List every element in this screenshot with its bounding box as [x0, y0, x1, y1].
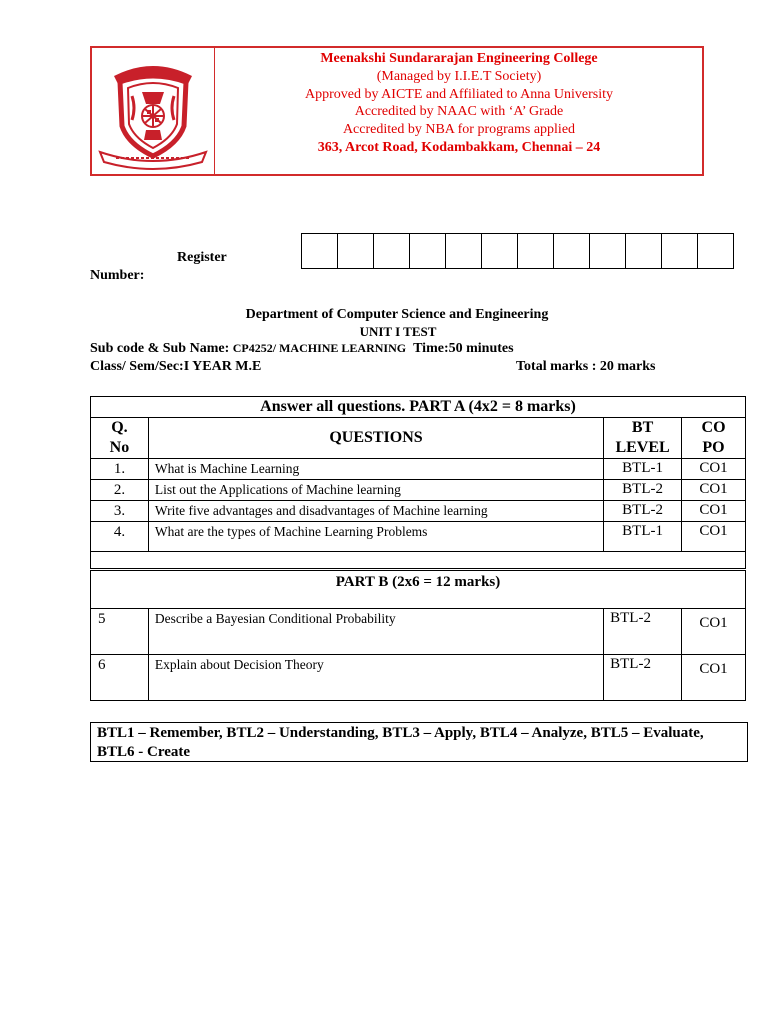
approval-text: Approved by AICTE and Affiliated to Anna University — [304, 86, 614, 102]
college-address: 363, Arcot Road, Kodambakkam, Chennai – 24 — [317, 139, 601, 155]
bt-level-header — [604, 418, 682, 459]
subject-label: Sub code & Sub Name: — [90, 341, 233, 356]
bt-level-legend: BTL1 – Remember, BTL2 – Understanding, BTL3 – Apply, BTL4 – Analyze, BTL5 – Evaluate, BTL6 - Create — [90, 722, 748, 762]
register-digit-box[interactable] — [625, 233, 662, 269]
register-digit-box[interactable] — [517, 233, 554, 269]
table-row — [91, 501, 746, 522]
table-row — [91, 459, 746, 480]
question-text: Explain about Decision Theory — [148, 655, 603, 701]
class-line: Class/ Sem/Sec:I YEAR M.E — [90, 359, 262, 374]
bt-level: BTL-1 — [604, 522, 682, 552]
co-value: CO1 — [682, 609, 746, 655]
table-row — [91, 480, 746, 501]
unit-title: UNIT I TEST — [359, 324, 437, 339]
qno-header-line1: Q. — [111, 419, 128, 436]
register-digit-box[interactable] — [301, 233, 338, 269]
register-digit-box[interactable] — [481, 233, 518, 269]
managed-by: (Managed by I.I.E.T Society) — [376, 68, 542, 84]
co-header-line1: CO — [701, 419, 726, 436]
part-b-table — [90, 570, 746, 701]
register-number-label: Number: — [90, 268, 145, 283]
register-digit-box[interactable] — [589, 233, 626, 269]
bt-header-line2: LEVEL — [615, 439, 670, 456]
part-b-title: PART B (2x6 = 12 marks) — [91, 571, 746, 609]
question-text: What is Machine Learning — [148, 459, 603, 480]
register-label: Register — [177, 250, 227, 265]
question-text: Describe a Bayesian Conditional Probability — [148, 609, 603, 655]
register-digit-box[interactable] — [337, 233, 374, 269]
co-po-header — [682, 418, 746, 459]
register-digit-box[interactable] — [445, 233, 482, 269]
register-digit-box[interactable] — [373, 233, 410, 269]
co-header-line2: PO — [702, 439, 725, 456]
bt-level: BTL-2 — [604, 655, 682, 701]
department-title: Department of Computer Science and Engineering — [245, 307, 549, 322]
spacer-row — [91, 552, 746, 569]
question-text: Write five advantages and disadvantages of Machine learning — [148, 501, 603, 522]
question-number: 2. — [91, 480, 149, 501]
question-number: 5 — [91, 609, 149, 655]
bt-header-line1: BT — [631, 419, 654, 436]
naac-text: Accredited by NAAC with ‘A’ Grade — [354, 104, 564, 120]
questions-header: QUESTIONS — [148, 418, 603, 459]
bt-level: BTL-2 — [604, 480, 682, 501]
register-digit-box[interactable] — [553, 233, 590, 269]
register-digit-box[interactable] — [697, 233, 734, 269]
qno-header — [91, 418, 149, 459]
total-marks: Total marks : 20 marks — [516, 359, 656, 374]
college-header — [90, 46, 704, 176]
question-number: 6 — [91, 655, 149, 701]
subject-value: CP4252/ MACHINE LEARNING — [232, 341, 407, 355]
bt-level: BTL-2 — [604, 609, 682, 655]
table-row — [91, 609, 746, 655]
co-value: CO1 — [682, 459, 746, 480]
question-number: 4. — [91, 522, 149, 552]
register-digit-box[interactable] — [409, 233, 446, 269]
table-row — [91, 655, 746, 701]
part-a-table — [90, 396, 746, 569]
bt-level: BTL-2 — [604, 501, 682, 522]
question-text: What are the types of Machine Learning Problems — [148, 522, 603, 552]
register-digit-box[interactable] — [661, 233, 698, 269]
bt-level: BTL-1 — [604, 459, 682, 480]
question-number: 1. — [91, 459, 149, 480]
register-number-boxes — [302, 233, 734, 269]
college-info — [216, 50, 702, 157]
part-a-title: Answer all questions. PART A (4x2 = 8 marks) — [91, 397, 746, 418]
nba-text: Accredited by NBA for programs applied — [342, 122, 576, 138]
part-a-header-row — [91, 418, 746, 459]
co-value: CO1 — [682, 655, 746, 701]
logo-cell — [92, 48, 215, 174]
exam-time: Time:50 minutes — [413, 341, 514, 356]
college-crest-icon — [92, 48, 214, 174]
co-value: CO1 — [682, 522, 746, 552]
question-number: 3. — [91, 501, 149, 522]
question-text: List out the Applications of Machine learning — [148, 480, 603, 501]
table-row — [91, 522, 746, 552]
co-value: CO1 — [682, 501, 746, 522]
co-value: CO1 — [682, 480, 746, 501]
qno-header-line2: No — [109, 439, 130, 456]
subject-line — [90, 341, 514, 357]
college-name: Meenakshi Sundararajan Engineering College — [320, 51, 598, 66]
